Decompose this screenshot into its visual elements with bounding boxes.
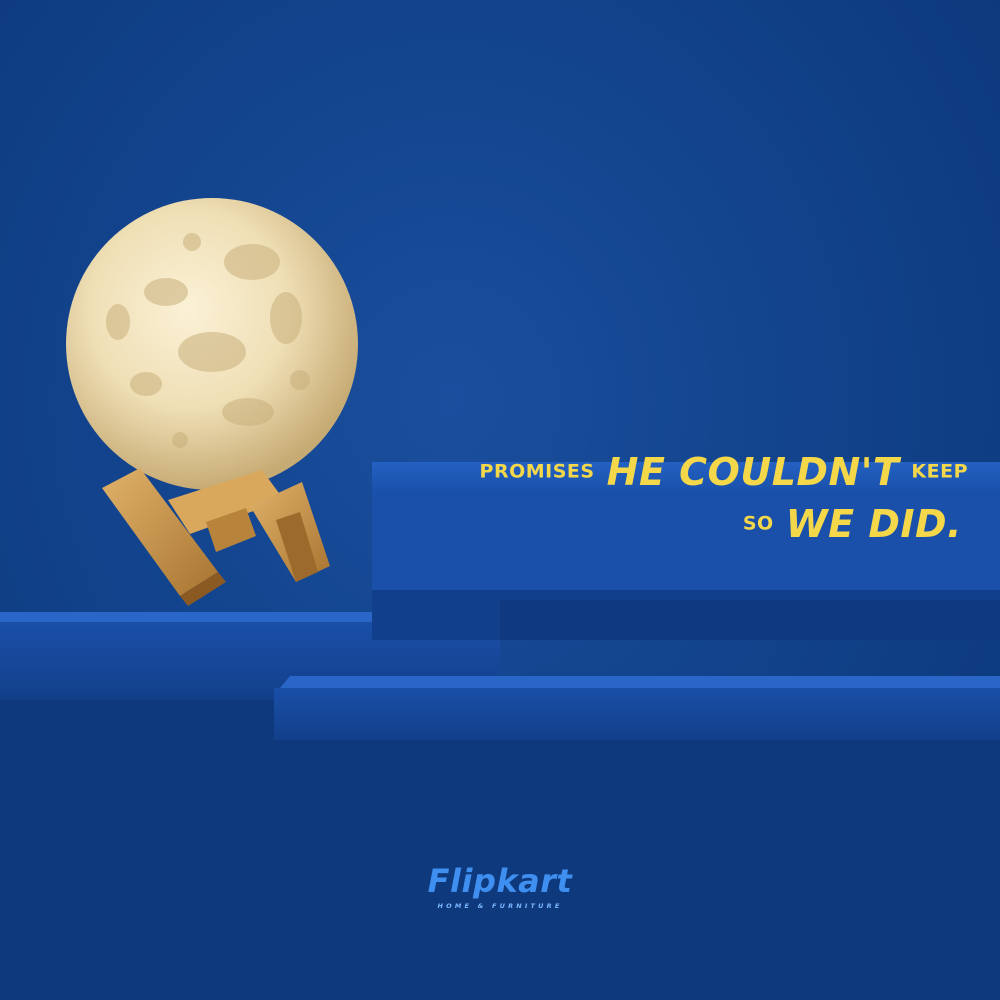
brand-logo: [0, 862, 1000, 910]
floor: [0, 700, 1000, 1000]
brand-subtitle: HOME & FURNITURE: [437, 902, 563, 910]
bottom-step-top: [280, 676, 1000, 688]
tagline-he-couldnt: HE COULDN'T: [606, 449, 900, 494]
wooden-stand-icon: [102, 468, 330, 606]
tagline-keep: KEEP: [911, 460, 968, 483]
brand-name: Flipkart: [427, 862, 573, 900]
tagline: [480, 448, 968, 546]
block-shadow: [500, 600, 1000, 640]
tagline-so: SO: [742, 512, 774, 535]
bottom-step-front: [274, 688, 1000, 740]
tagline-line-1: [480, 448, 968, 494]
tagline-we-did: WE DID.: [785, 501, 962, 546]
tagline-line-2: [480, 500, 968, 546]
tagline-promises: PROMISES: [479, 460, 595, 483]
